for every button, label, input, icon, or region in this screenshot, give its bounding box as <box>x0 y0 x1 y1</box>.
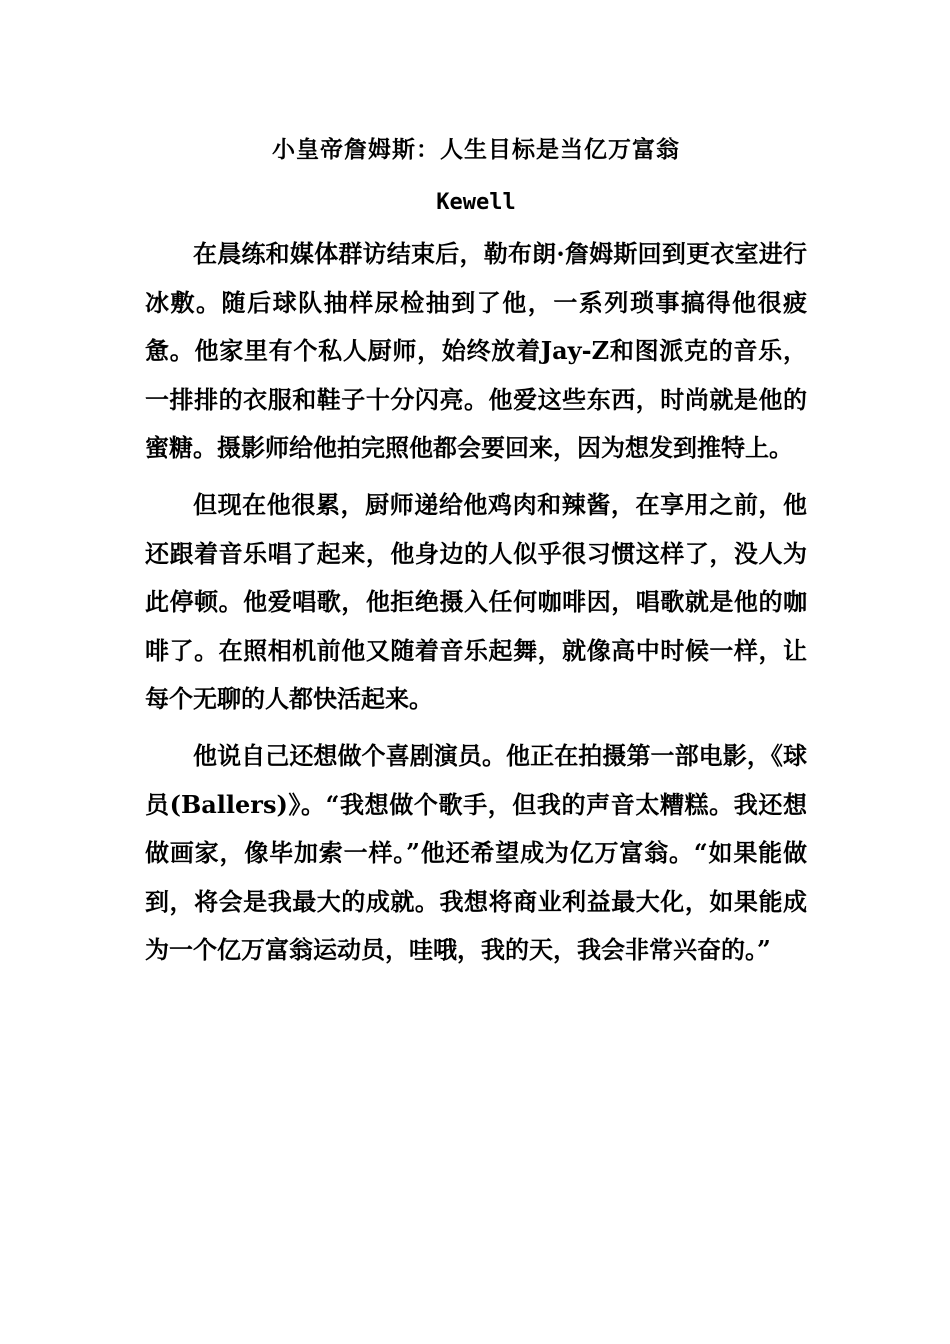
article-title: 小皇帝詹姆斯：人生目标是当亿万富翁 <box>272 136 680 163</box>
article-author: Kewell <box>436 190 516 215</box>
paragraph-2: 但现在他很累，厨师递给他鸡肉和辣酱，在享用之前，他还跟着音乐唱了起来，他身边的人似乎很习惯这样了，没人为此停顿。他爱唱歌，他拒绝摄入任何咖啡因，唱歌就是他的咖啡了。在照相机前他又随着音乐起舞，就像高中时候一样，让每个无聊的人都快活起来。 <box>145 489 807 714</box>
paragraph-3: 他说自己还想做个喜剧演员。他正在拍摄第一部电影，《球员(Ballers)》。“我想做个歌手，但我的声音太糟糕。我还想做画家，像毕加索一样。”他还希望成为亿万富翁。“如果能做到，将会是我最大的成就。我想将商业利益最大化，如果能成为一个亿万富翁运动员，哇哦，我的天，我会非常兴奋的。” <box>145 740 807 965</box>
document-body <box>145 124 807 983</box>
paragraph-1: 在晨练和媒体群访结束后，勒布朗·詹姆斯回到更衣室进行冰敷。随后球队抽样尿检抽到了他，一系列琐事搞得他很疲惫。他家里有个私人厨师，始终放着Jay-Z和图派克的音乐，一排排的衣服和鞋子十分闪亮。他爱这些东西，时尚就是他的蜜糖。摄影师给他拍完照他都会要回来，因为想发到推特上。 <box>145 239 807 463</box>
